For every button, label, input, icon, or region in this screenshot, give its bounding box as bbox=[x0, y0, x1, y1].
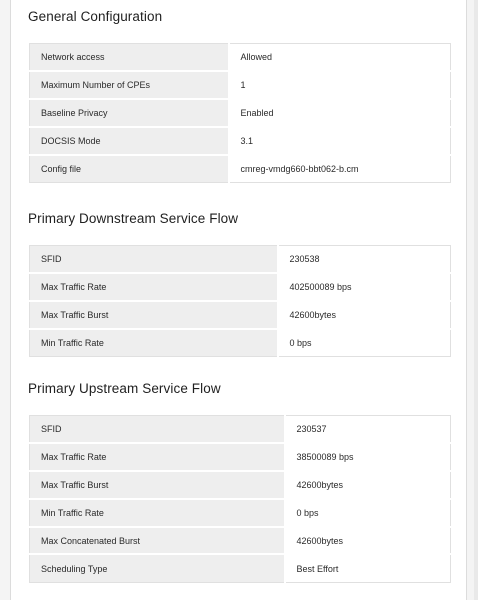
primary-upstream-table bbox=[29, 415, 451, 583]
row-value: 402500089 bps bbox=[278, 273, 451, 301]
row-label: SFID bbox=[30, 416, 285, 444]
row-value: 42600bytes bbox=[285, 527, 451, 555]
row-label: Min Traffic Rate bbox=[30, 329, 278, 357]
row-label: Max Traffic Rate bbox=[30, 443, 285, 471]
row-label: Baseline Privacy bbox=[30, 99, 229, 127]
table-row bbox=[30, 44, 451, 72]
row-value: cmreg-vmdg660-bbt062-b.cm bbox=[229, 155, 451, 183]
table-row bbox=[30, 554, 451, 582]
scrollbar-track[interactable] bbox=[474, 0, 478, 600]
row-value: Allowed bbox=[229, 44, 451, 72]
table-row bbox=[30, 99, 451, 127]
status-panel bbox=[10, 0, 467, 600]
row-label: Scheduling Type bbox=[30, 554, 285, 582]
row-value: 42600bytes bbox=[285, 471, 451, 499]
row-value: 3.1 bbox=[229, 127, 451, 155]
table-row bbox=[30, 471, 451, 499]
row-value: 38500089 bps bbox=[285, 443, 451, 471]
general-configuration-table bbox=[29, 43, 451, 183]
table-row bbox=[30, 155, 451, 183]
section-title-primary-upstream: Primary Upstream Service Flow bbox=[28, 381, 221, 396]
table-row bbox=[30, 527, 451, 555]
primary-downstream-table bbox=[29, 245, 451, 357]
row-label: Min Traffic Rate bbox=[30, 499, 285, 527]
row-label: Max Traffic Rate bbox=[30, 273, 278, 301]
row-label: Max Traffic Burst bbox=[30, 301, 278, 329]
section-title-primary-downstream: Primary Downstream Service Flow bbox=[28, 211, 239, 226]
table-row bbox=[30, 127, 451, 155]
table-row bbox=[30, 273, 451, 301]
row-value: 0 bps bbox=[278, 329, 451, 357]
row-value: 230538 bbox=[278, 246, 451, 274]
row-label: Network access bbox=[30, 44, 229, 72]
row-label: DOCSIS Mode bbox=[30, 127, 229, 155]
table-row bbox=[30, 301, 451, 329]
row-label: SFID bbox=[30, 246, 278, 274]
row-label: Maximum Number of CPEs bbox=[30, 71, 229, 99]
row-value: 1 bbox=[229, 71, 451, 99]
table-row bbox=[30, 499, 451, 527]
row-value: Enabled bbox=[229, 99, 451, 127]
section-title-general-configuration: General Configuration bbox=[28, 9, 163, 24]
row-value: 42600bytes bbox=[278, 301, 451, 329]
table-row bbox=[30, 443, 451, 471]
row-value: 0 bps bbox=[285, 499, 451, 527]
row-value: 230537 bbox=[285, 416, 451, 444]
row-label: Config file bbox=[30, 155, 229, 183]
table-row bbox=[30, 246, 451, 274]
row-label: Max Traffic Burst bbox=[30, 471, 285, 499]
row-label: Max Concatenated Burst bbox=[30, 527, 285, 555]
table-row bbox=[30, 71, 451, 99]
table-row bbox=[30, 329, 451, 357]
row-value: Best Effort bbox=[285, 554, 451, 582]
table-row bbox=[30, 416, 451, 444]
